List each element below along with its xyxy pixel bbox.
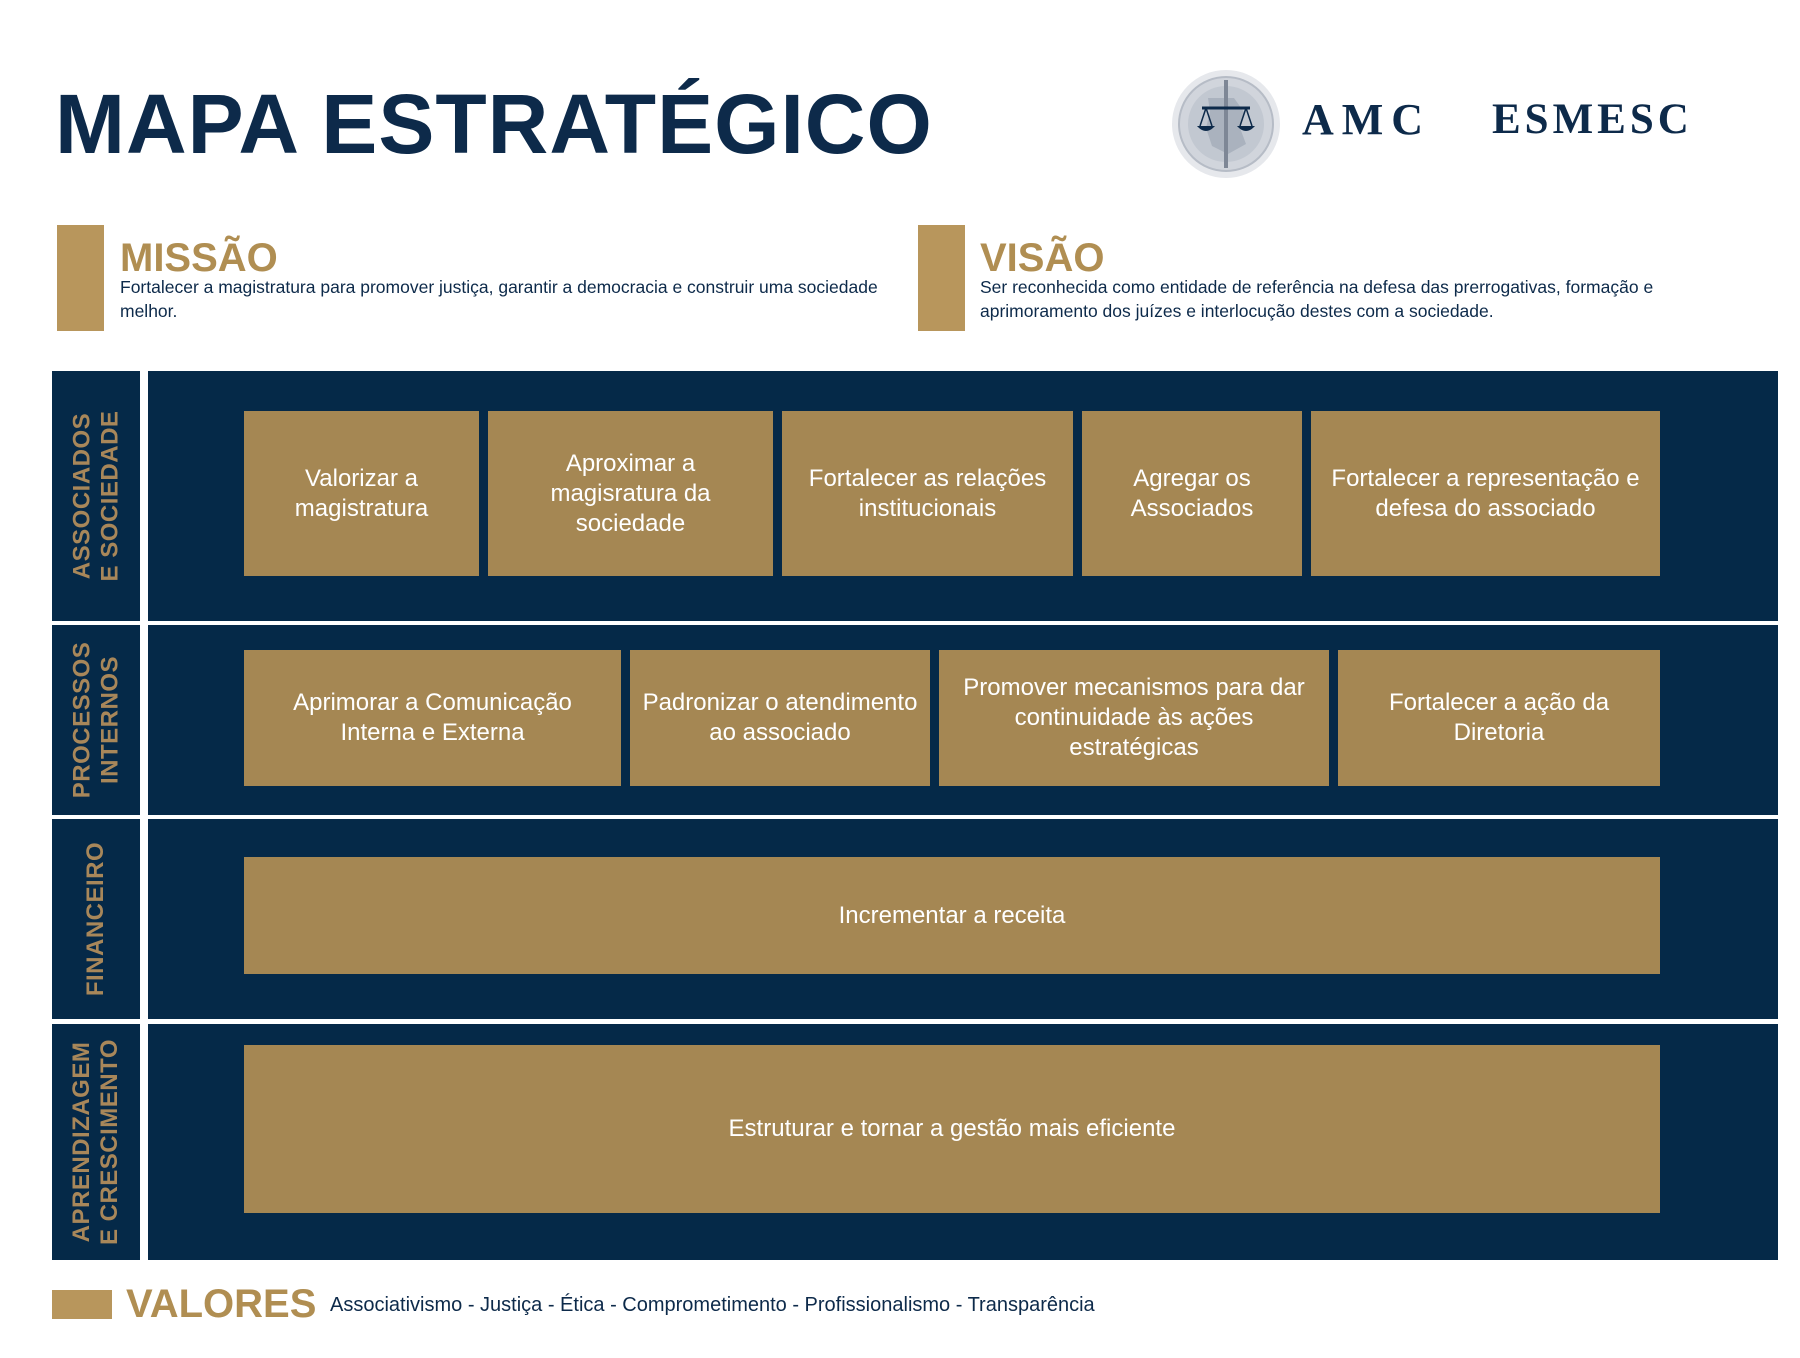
vision-text: Ser reconhecida como entidade de referência na defesa das prerrogativas, formação e aprimoramento dos juízes e interlocução destes com a sociedade. [980, 277, 1654, 321]
objective-box: Fortalecer as relações institucionais [782, 411, 1073, 576]
page-title: MAPA ESTRATÉGICO [55, 77, 933, 171]
amc-seal-logo [1170, 68, 1282, 180]
values-title: VALORES [126, 1282, 317, 1326]
perspective-label-text: FINANCEIRO [82, 841, 109, 997]
objective-box: Fortalecer a representação e defesa do associado [1311, 411, 1660, 576]
objective-box: Incrementar a receita [244, 857, 1660, 974]
perspective-label-text: ASSOCIADOS E SOCIEDADE [68, 410, 123, 582]
mission-title: MISSÃO [120, 236, 278, 280]
values-text: Associativismo - Justiça - Ética - Comprometimento - Profissionalismo - Transparência [330, 1294, 1095, 1316]
objective-box: Fortalecer a ação da Diretoria [1338, 650, 1660, 786]
objective-box: Agregar os Associados [1082, 411, 1302, 576]
mission-accent-bar [57, 225, 104, 331]
mission-text: Fortalecer a magistratura para promover justiça, garantir a democracia e construir uma sociedade melhor. [120, 277, 878, 321]
objective-box: Valorizar a magistratura [244, 411, 479, 576]
amc-brand: AMC [1302, 95, 1432, 144]
perspective-label-aprendizagem [52, 1024, 140, 1260]
objective-box: Aproximar a magisratura da sociedade [488, 411, 773, 576]
perspective-label-processos [52, 625, 140, 815]
perspective-label-text: PROCESSOS INTERNOS [68, 641, 124, 799]
values-accent-bar [52, 1290, 112, 1319]
objective-box: Aprimorar a Comunicação Interna e Externa [244, 650, 621, 786]
objective-box: Promover mecanismos para dar continuidade às ações estratégicas [939, 650, 1329, 786]
vision-title: VISÃO [980, 236, 1105, 280]
esmesc-brand: ESMESC [1492, 96, 1693, 143]
perspective-label-associados [52, 371, 140, 621]
objective-box: Padronizar o atendimento ao associado [630, 650, 930, 786]
perspective-label-text: APRENDIZAGEM E CRESCIMENTO [68, 1038, 123, 1246]
objective-box: Estruturar e tornar a gestão mais eficiente [244, 1045, 1660, 1213]
perspective-label-financeiro [52, 819, 140, 1019]
vision-accent-bar [918, 225, 965, 331]
